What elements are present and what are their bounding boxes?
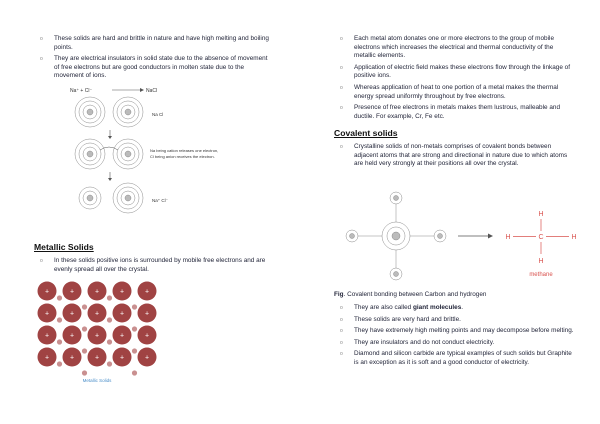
free-electron bbox=[132, 326, 137, 331]
list-item: o They have extremely high melting points and may decompose before melting. bbox=[334, 327, 574, 336]
atoms-label: Na Cl bbox=[152, 112, 164, 117]
free-electron bbox=[132, 304, 137, 309]
free-electron bbox=[132, 370, 137, 375]
ion-symbol: + bbox=[44, 354, 50, 362]
methane-h-right: H bbox=[571, 234, 577, 241]
list-item: o They are electrical insulators in solid state due to the absence of movement of free electrons but are good conductors in molten state due to the movement of ions. bbox=[34, 55, 274, 81]
figure-caption-text: . Covalent bonding between Carbon and hydrogen bbox=[343, 291, 487, 298]
product-label: NaCl bbox=[146, 88, 158, 94]
free-electron bbox=[107, 317, 112, 322]
ion-symbol: + bbox=[144, 310, 150, 318]
free-electron bbox=[107, 361, 112, 366]
metal-properties-list bbox=[334, 35, 574, 121]
list-item: o Whereas application of heat to one portion of a metal makes the thermal energy spread uniformly throughout by free electrons. bbox=[334, 84, 574, 101]
covalent-bond-figure bbox=[338, 184, 578, 284]
list-item: o These solids are very hard and brittle. bbox=[334, 316, 574, 325]
free-electron bbox=[82, 348, 87, 353]
list-item: o Each metal atom donates one or more electrons to the group of mobile electrons which increases the electrical and thermal conductivity of the metallic elements. bbox=[334, 35, 574, 61]
free-electron bbox=[57, 339, 62, 344]
free-electron bbox=[57, 295, 62, 300]
metallic-list bbox=[34, 257, 274, 274]
free-electron bbox=[107, 339, 112, 344]
sodium-ion bbox=[79, 187, 101, 209]
list-item: o These solids are hard and brittle in nature and have high melting and boiling points. bbox=[34, 35, 274, 52]
ion-symbol: + bbox=[94, 332, 100, 340]
ion-symbol: + bbox=[94, 288, 100, 296]
sodium-atom-2 bbox=[75, 139, 105, 169]
metallic-caption: Metallic Solids bbox=[82, 378, 112, 383]
list-item: o They are insulators and do not conduct electricity. bbox=[334, 339, 574, 348]
free-electron bbox=[57, 317, 62, 322]
ion-symbol: + bbox=[44, 310, 50, 318]
covalent-heading: Covalent solids bbox=[334, 128, 398, 138]
carbon-atom bbox=[382, 222, 410, 250]
free-electron bbox=[82, 370, 87, 375]
chlorine-atom-1 bbox=[113, 97, 143, 127]
metallic-heading: Metallic Solids bbox=[34, 242, 94, 252]
reactant-label: Na⁺ + Cl⁻ bbox=[70, 88, 93, 94]
giant-molecules-prefix: They are also called bbox=[354, 304, 413, 311]
ion-symbol: + bbox=[69, 288, 75, 296]
free-electron bbox=[107, 295, 112, 300]
hydrogen-atom-right bbox=[434, 230, 446, 242]
free-electron bbox=[57, 361, 62, 366]
ion-symbol: + bbox=[119, 310, 125, 318]
list-item: o Application of electric field makes these electrons flow through the linkage of positive ions. bbox=[334, 64, 574, 81]
ionic-bond-figure bbox=[60, 84, 260, 224]
hydrogen-atom-left bbox=[346, 230, 358, 242]
covalent-list bbox=[334, 143, 574, 169]
methane-c: C bbox=[538, 234, 544, 241]
list-item: o Diamond and silicon carbide are typical examples of such solids but Graphite is an exception as it is soft and a good conductor of electricity. bbox=[334, 350, 574, 367]
sodium-atom-1 bbox=[75, 97, 105, 127]
ion-symbol: + bbox=[94, 310, 100, 318]
chloride-ion bbox=[113, 183, 143, 213]
ion-symbol: + bbox=[119, 288, 125, 296]
ions-label: Na⁺ Cl⁻ bbox=[152, 198, 169, 203]
free-electron bbox=[132, 348, 137, 353]
ion-symbol: + bbox=[44, 288, 50, 296]
giant-molecules-term: giant molecules bbox=[412, 304, 462, 311]
note-line-1: Na being cation releases one electron, bbox=[150, 148, 219, 153]
methane-h-top: H bbox=[538, 211, 544, 218]
ion-symbol: + bbox=[119, 332, 125, 340]
list-item bbox=[334, 304, 574, 313]
figure-caption-prefix: Fig bbox=[334, 291, 344, 298]
free-electron bbox=[82, 304, 87, 309]
ionic-properties-list bbox=[34, 35, 274, 81]
note-line-2: Cl being anion receives the electron. bbox=[150, 154, 215, 159]
list-item: o In these solids positive ions is surrounded by mobile free electrons and are evenly spread all over the crystal. bbox=[34, 257, 274, 274]
ion-symbol: + bbox=[69, 354, 75, 362]
covalent-properties-list bbox=[334, 304, 574, 368]
ion-symbol: + bbox=[144, 332, 150, 340]
figure-caption bbox=[334, 291, 486, 298]
ion-symbol: + bbox=[94, 354, 100, 362]
metallic-lattice-figure bbox=[34, 280, 174, 388]
hydrogen-atom-top bbox=[390, 192, 402, 204]
ion-symbol: + bbox=[144, 288, 150, 296]
ion-symbol: + bbox=[144, 354, 150, 362]
ion-symbol: + bbox=[119, 354, 125, 362]
ion-symbol: + bbox=[69, 332, 75, 340]
methane-h-left: H bbox=[505, 234, 511, 241]
chlorine-atom-2 bbox=[113, 139, 143, 169]
methane-label: methane bbox=[529, 272, 553, 278]
giant-molecules-suffix: . bbox=[461, 304, 464, 311]
list-item: o Presence of free electrons in metals makes them lustrous, malleable and ductile. For example, Cr, Fe etc. bbox=[334, 104, 574, 121]
hydrogen-atom-bottom bbox=[390, 268, 402, 280]
ion-symbol: + bbox=[69, 310, 75, 318]
ion-symbol: + bbox=[44, 332, 50, 340]
free-electron bbox=[82, 326, 87, 331]
methane-h-bottom: H bbox=[538, 258, 544, 265]
list-item: o Crystalline solids of non-metals comprises of covalent bonds between adjacent atoms that are strong and directional in nature due to which atoms are held very strongly at their positions all over the crystal. bbox=[334, 143, 574, 169]
